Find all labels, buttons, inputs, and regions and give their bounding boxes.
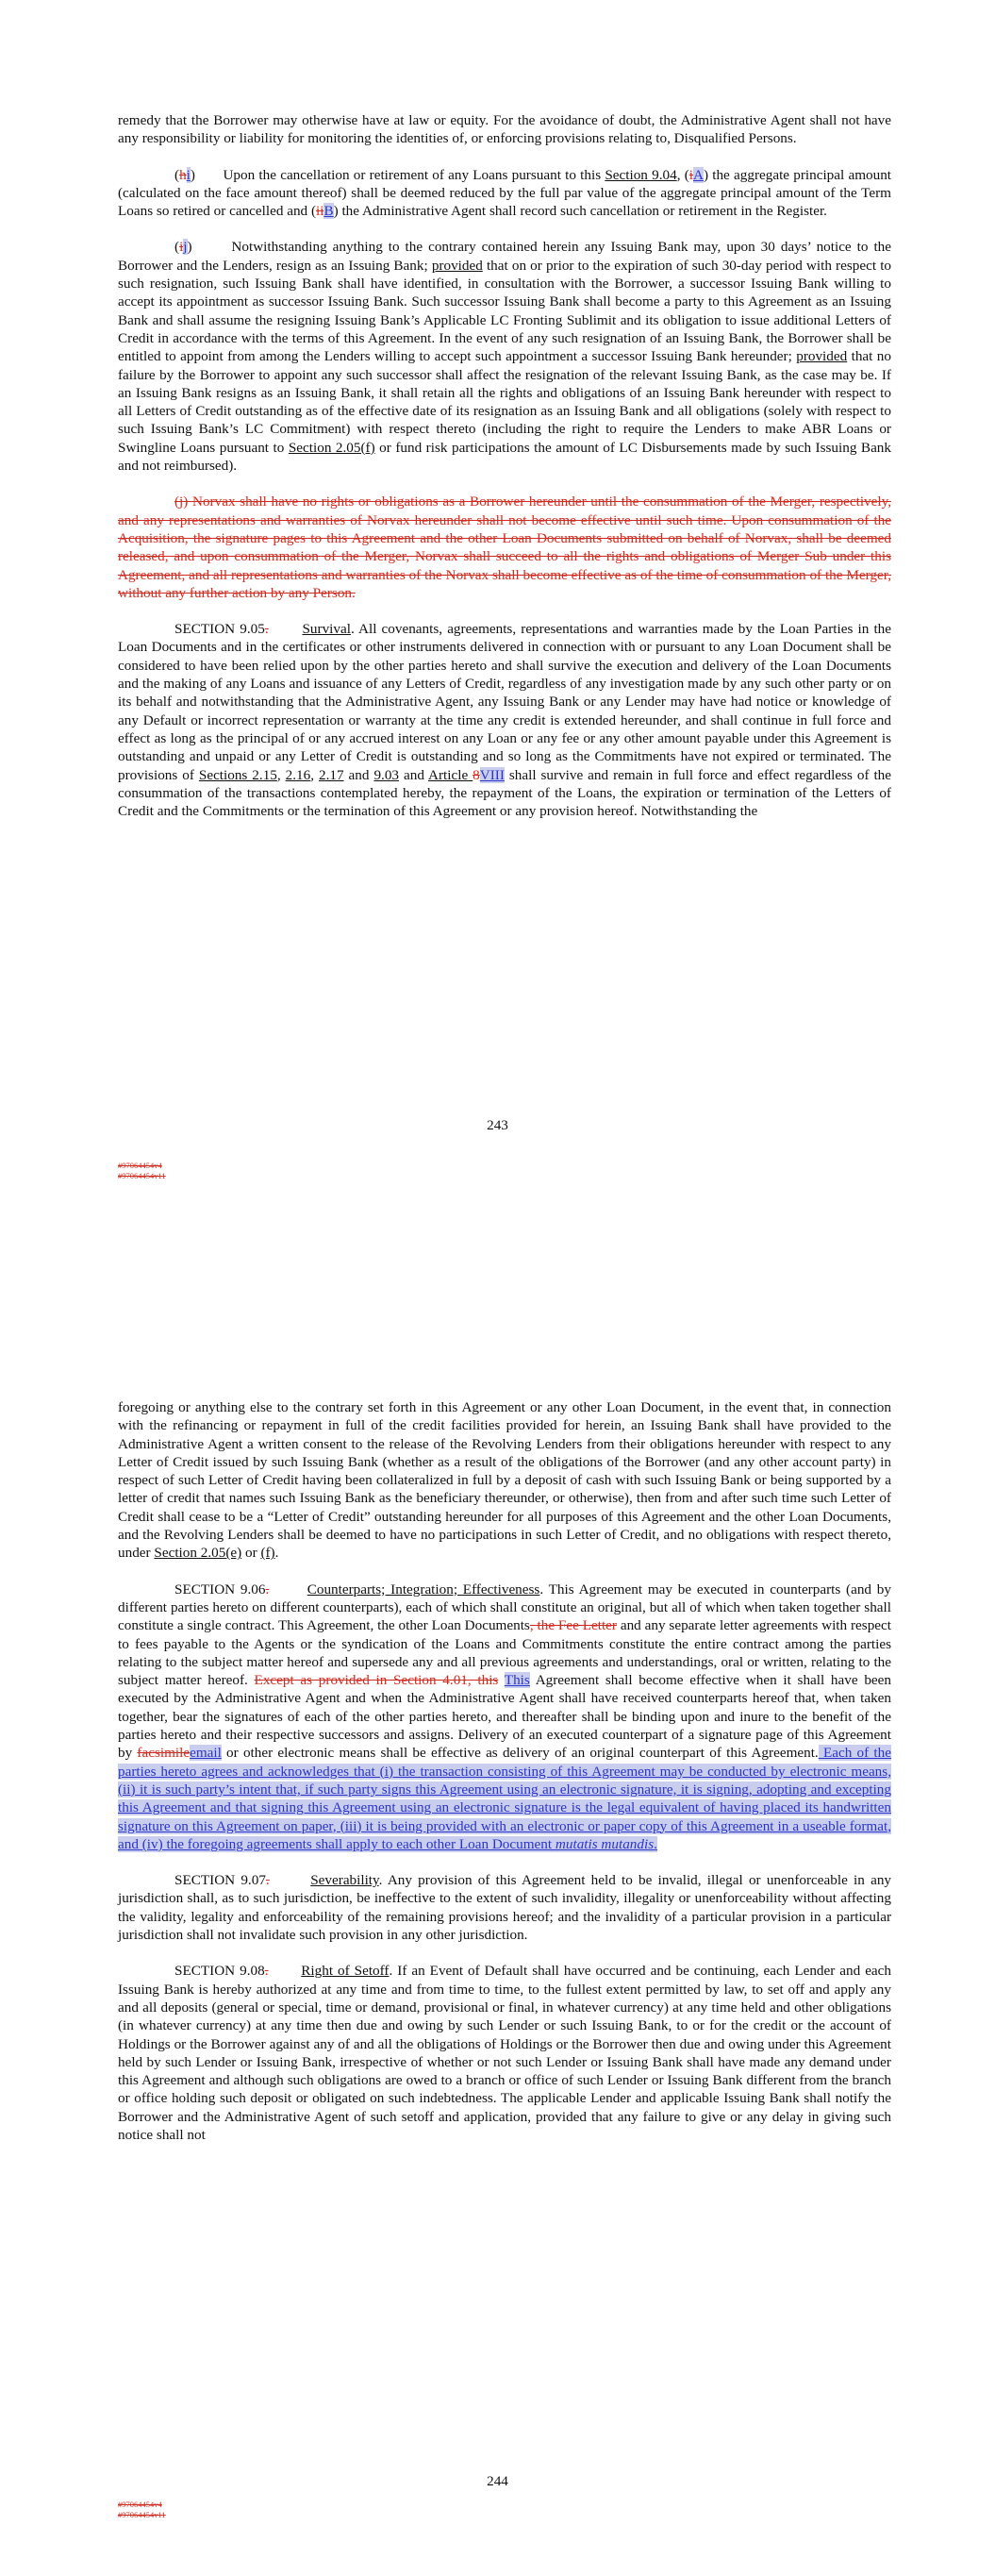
section-title: Right of Setoff [301,1963,390,1980]
paragraph-continuation: foregoing or anything else to the contrary set forth in this Agreement or any other Loan Document, in the event that, in connection with the refinancing or repayment in full of the credit facilities provided for herein, an Issuing Bank shall have provided to the Administrative Agent a written consent to the release of the Revolving Lenders from their obligations hereunder with respect to any Letter of Credit issued by such Issuing Bank (whether as a result of the obligations of the Borrower (and any other account party) in respect of such Letter of Credit having been collateralized in full by a deposit of cash with such Issuing Bank or being supported by a letter of credit that names such Issuing Bank as the beneficiary thereunder, or otherwise), then from and after such time such Letter of Credit shall cease to be a “Letter of Credit” outstanding hereunder for all purposes of this Agreement and the other Loan Documents, and the Revolving Lenders shall be deemed to have no participations in such Letter of Credit, and no obligations with respect thereto, under Section 2.05(e) or (f). [118,1399,891,1562]
deleted-text: h [179,166,187,183]
section-9-06: SECTION 9.06. Counterparts; Integration; Effectiveness. This Agreement may be executed in counterparts (and by different parties hereto on different counterparts), each of which shall constitute an original, but all of which when taken together shall constitute a single contract. This Agreement, the other Loan Documents, the Fee Letter and any separate letter agreements with respect to fees payable to the Agents or the syndication of the Loans and Commitments constitute the entire contract among the parties relating to the subject matter hereof and supersede any and all previous agreements and understandings, oral or written, relating to the subject matter hereof. Except as provided in Section 4.01, this This Agreement shall become effective when it shall have been executed by the Administrative Agent and when the Administrative Agent shall have received counterparts hereof that, when taken together, bear the signatures of each of the other parties hereto, and thereafter shall be binding upon and inure to the benefit of the parties hereto and their respective successors and assigns. Delivery of an executed counterpart of a signature page of this Agreement by facsimileemail or other electronic means shall be effective as delivery of an original counterpart of this Agreement. Each of the parties hereto agrees and acknowledges that (i) the transaction consisting of this Agreement may be conducted by electronic means, (ii) it is such party’s intent that, if such party signs this Agreement using an electronic signature, it is signing, adopting and excepting this Agreement and that signing this Agreement using an electronic signature is the legal equivalent of having placed its handwritten signature on this Agreement on paper, (iii) it is being provided with an electronic or paper copy of this Agreement in a useable format, and (iv) the foregoing agreements shall apply to each other Loan Document mutatis mutandis. [118,1581,891,1852]
section-label: SECTION 9.07 [174,1872,266,1889]
section-label: SECTION 9.06 [174,1581,266,1597]
page-number: 244 [487,2473,508,2489]
inserted-text: VIII [479,766,505,783]
section-label: SECTION 9.08 [174,1963,265,1980]
section-title: Severability [310,1872,379,1889]
section-label: SECTION 9.05 [174,621,265,638]
deleted-text: Except as provided in Section 4.01, this [254,1672,499,1689]
inserted-text: j [183,239,188,256]
deleted-text: i [688,166,693,183]
inserted-text: email [190,1745,222,1762]
deleted-text: ii [316,203,324,220]
section-title: Counterparts; Integration; Effectiveness [307,1581,540,1597]
deleted-text: , the Fee Letter [529,1617,617,1634]
inserted-text: This [504,1672,530,1689]
document-id: #97064454v4 #97064454v11 [118,2500,166,2519]
cross-reference: Section 2.05(f) [288,439,375,456]
deleted-paragraph-j: (j) Norvax shall have no rights or obligations as a Borrower hereunder until the consummation of the Merger, respectively, and any representations and warranties of Norvax hereunder shall not become effective until such time. Upon consummation of the Acquisition, the signature pages to this Agreement and the other Loan Documents submitted on behalf of Norvax, shall be deemed released, and upon consummation of the Merger, Norvax shall succeed to all the rights and obligations of Merger Sub under this Agreement, and all representations and warranties of the Norvax shall become effective as of the time of consummation of the Merger, without any further action by any Person. [118,493,891,601]
paragraph-i: (ij) Notwithstanding anything to the contrary contained herein any Issuing Bank may, upon 30 days’ notice to the Borrower and the Lenders, resign as an Issuing Bank; provided that on or prior to the expiration of such 30-day period with respect to such resignation, such Issuing Bank shall have identified, in consultation with the Borrower, a successor Issuing Bank willing to accept its appointment as successor Issuing Bank. Such successor Issuing Bank shall become a party to this Agreement as an Issuing Bank and shall assume the resigning Issuing Bank’s Applicable LC Fronting Sublimit and its obligation to issue additional Letters of Credit in accordance with the terms of this Agreement. In the event of any such resignation of an Issuing Bank, the Borrower shall be entitled to appoint from among the Lenders willing to accept such appointment a successor Issuing Bank hereunder; provided that no failure by the Borrower to appoint any such successor shall affect the resignation of the relevant Issuing Bank, as the case may be. If an Issuing Bank resigns as an Issuing Bank, it shall retain all the rights and obligations of an Issuing Bank hereunder with respect to all Letters of Credit outstanding as of the effective date of its resignation as an Issuing Bank and all obligations (solely with respect to such Issuing Bank’s LC Commitment) with respect thereto (including the right to require the Lenders to make ABR Loans or Swingline Loans pursuant to Section 2.05(f) or fund risk participations the amount of LC Disbursements made by such Issuing Bank and not reimbursed). [118,239,892,475]
deleted-text: facsimile [137,1745,191,1762]
page-number: 243 [487,1117,508,1133]
inserted-text: A [693,166,704,183]
paragraph-remedy-continuation: remedy that the Borrower may otherwise have at law or equity. For the avoidance of doubt, the Administrative Agent shall not have any responsibility or liability for monitoring the identities of, or enforcing provisions relating to, Disqualified Persons. [118,112,891,147]
page-244 [0,1288,995,2576]
section-9-08: SECTION 9.08. Right of Setoff. If an Event of Default shall have occurred and be continuing, each Lender and each Issuing Bank is hereby authorized at any time and from time to time, to the fullest extent permitted by law, to set off and apply any and all deposits (general or special, time or demand, provisional or final, in whatever currency) at any time held and other obligations (in whatever currency) at any time then due and owing by such Lender or such Issuing Bank, to or for the credit or the account of Holdings or the Borrower against any of and all the obligations of Holdings or the Borrower then due and owing under this Agreement held by such Lender or Issuing Bank, irrespective of whether or not such Lender or Issuing Bank shall have made any demand under this Agreement and although such obligations are owed to a branch or office of such Lender or Issuing Bank different from the branch or office holding such deposit or obligated on such indebtedness. The applicable Lender and applicable Issuing Bank shall notify the Borrower and the Administrative Agent of such setoff and application, provided that any failure to give or any delay in giving such notice shall not [118,1963,892,2143]
page-243-body [118,111,891,820]
cross-reference: Section 9.04 [605,166,677,183]
inserted-text: Each of the parties hereto agrees and acknowledges that (i) the transaction consisting of this Agreement may be conducted by electronic means, (ii) it is such party’s intent that, if such party signs this Agreement using an electronic signature, it is signing, adopting and excepting this Agreement and that signing this Agreement using an electronic signature is the legal equivalent of having placed its handwritten signature on this Agreement on paper, (iii) it is being provided with an electronic or paper copy of this Agreement in a useable format, and (iv) the foregoing agreements shall apply to each other Loan Document [118,1745,891,1852]
deleted-text: 8 [473,766,480,783]
paragraph-h: (hi) Upon the cancellation or retirement of any Loans pursuant to this Section 9.04, (iA) the aggregate principal amount (calculated on the face amount thereof) shall be deemed reduced by the full par value of the aggregate principal amount of the Term Loans so retired or cancelled and (iiB) the Administrative Agent shall record such cancellation or retirement in the Register. [118,166,892,220]
page-244-body [118,1398,891,2144]
section-9-05: SECTION 9.05. Survival. All covenants, agreements, representations and warranties made by the Loan Parties in the Loan Documents and in the certificates or other instruments delivered in connection with or pursuant to any Loan Document shall be considered to have been relied upon by the other parties hereto and shall survive the execution and delivery of the Loan Documents and the making of any Loans and issuance of any Letters of Credit, regardless of any investigation made by any such other party or on its behalf and notwithstanding that the Administrative Agent, any Issuing Bank or any Lender may have had notice or knowledge of any Default or incorrect representation or warranty at the time any credit is extended hereunder, and shall continue in full force and effect as long as the principal of or any accrued interest on any Loan or any fee or any other amount payable under this Agreement is outstanding and unpaid or any Letter of Credit is outstanding and so long as the Commitments have not expired or terminated. The provisions of Sections 2.15, 2.16, 2.17 and 9.03 and Article 8VIII shall survive and remain in full force and effect regardless of the consummation of the transactions contemplated hereby, the repayment of the Loans, the expiration or termination of the Letters of Credit and the Commitments or the termination of this Agreement or any provision hereof. Notwithstanding the [118,621,892,820]
section-title: Survival [302,621,351,638]
deleted-text: i [179,239,184,256]
inserted-text: i [186,166,191,183]
document-id: #97064454v4 #97064454v11 [118,1161,166,1180]
section-9-07: SECTION 9.07. Severability. Any provision of this Agreement held to be invalid, illegal or unenforceable in any jurisdiction shall, as to such jurisdiction, be ineffective to the extent of such invalidity, illegality or unenforceability without affecting the validity, legality and enforceability of the remaining provisions hereof; and the invalidity of a particular provision in a particular jurisdiction shall not invalidate such provision in any other jurisdiction. [118,1872,892,1944]
inserted-text: B [323,203,334,220]
